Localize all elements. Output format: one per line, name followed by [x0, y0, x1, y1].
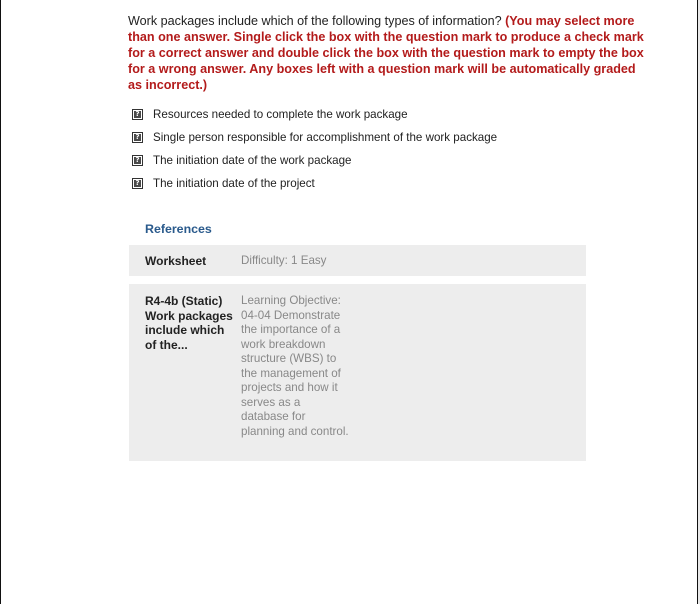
option-initiation-date-work-package[interactable]: [132, 149, 602, 172]
option-label: Resources needed to complete the work package: [153, 108, 408, 121]
option-resources[interactable]: [132, 103, 602, 126]
references-title: References: [145, 222, 212, 236]
question-mark-icon: ?: [135, 110, 140, 118]
question-mark-icon: ?: [135, 156, 140, 164]
question-instructions: (You may select more than one answer. Single click the box with the question mark to produce a check mark for a correct answer and double click the box with the question mark to empty the box for a wrong answer. Any boxes left with a question mark will be automatically graded as incorrect.): [128, 14, 644, 92]
option-label: The initiation date of the project: [153, 177, 315, 190]
reference-value: Learning Objective: 04-04 Demonstrate the importance of a work breakdown structure (WBS) to the management of projects and how it serves as a database for planning and control.: [241, 294, 349, 438]
reference-label: Worksheet: [145, 254, 207, 268]
question-mark-checkbox[interactable]: [132, 109, 143, 120]
question-mark-checkbox[interactable]: [132, 155, 143, 166]
reference-label: R4-4b (Static) Work packages include which of the...: [145, 294, 233, 352]
question-text: [128, 13, 648, 93]
option-single-person[interactable]: [132, 126, 602, 149]
answer-options: [132, 103, 602, 195]
option-label: The initiation date of the work package: [153, 154, 352, 167]
option-label: Single person responsible for accomplishment of the work package: [153, 131, 498, 144]
reference-value: Difficulty: 1 Easy: [241, 254, 327, 267]
question-mark-icon: ?: [135, 179, 140, 187]
question-mark-icon: ?: [135, 133, 140, 141]
reference-row-worksheet: [129, 245, 586, 276]
question-mark-checkbox[interactable]: [132, 132, 143, 143]
question-prompt: Work packages include which of the following types of information?: [128, 14, 506, 28]
question-mark-checkbox[interactable]: [132, 178, 143, 189]
option-initiation-date-project[interactable]: [132, 172, 602, 195]
reference-row-learning-objective: [129, 284, 586, 461]
